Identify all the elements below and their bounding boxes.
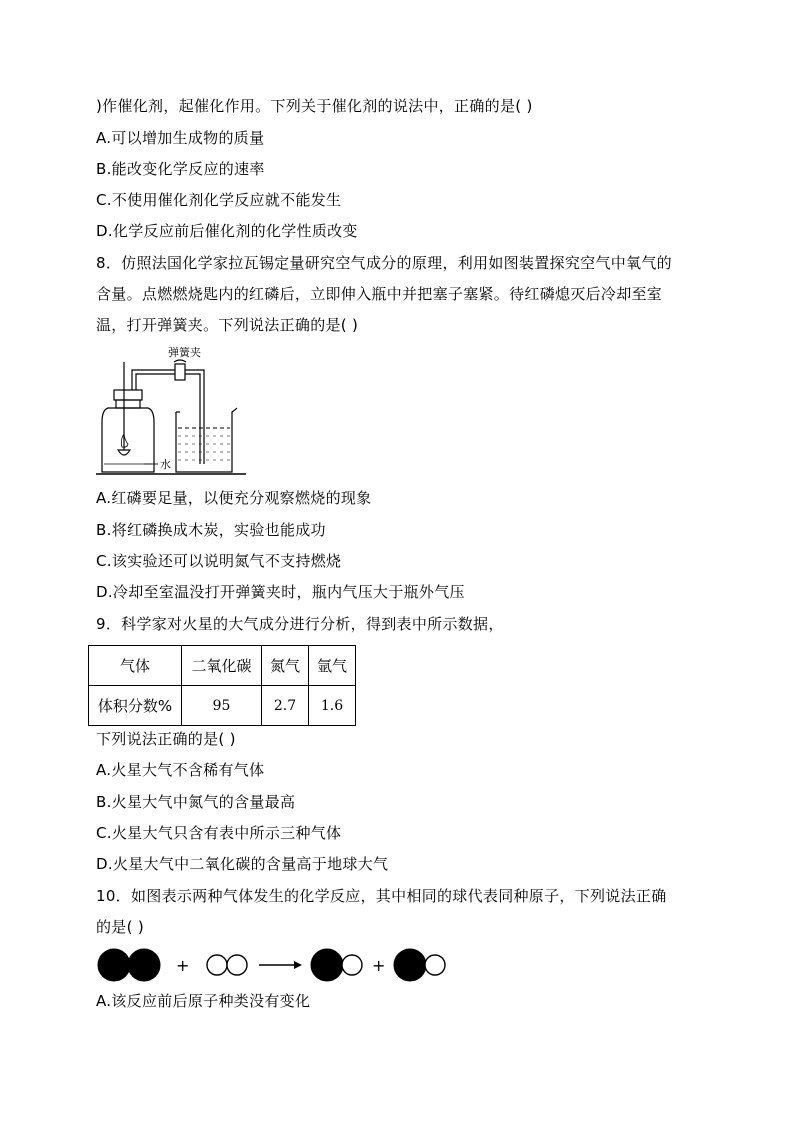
q7-stem: )作催化剂，起催化作用。下列关于催化剂的说法中，正确的是( ) — [96, 97, 533, 115]
q8-option-b: B.将红磷换成木炭，实验也能成功 — [96, 521, 326, 539]
apparatus-figure — [94, 340, 254, 480]
table-cell: 气体 — [89, 646, 182, 686]
q9-option-a: A.火星大气不含稀有气体 — [96, 761, 265, 779]
plus-sign: + — [372, 956, 386, 975]
mars-atmosphere-table — [88, 645, 356, 726]
q8-option-c: C.该实验还可以说明氮气不支持燃烧 — [96, 552, 342, 570]
q7-option-a: A.可以增加生成物的质量 — [96, 129, 265, 147]
product-molecule — [311, 949, 343, 981]
q9-option-c: C.火星大气只含有表中所示三种气体 — [96, 824, 342, 842]
table-cell: 二氧化碳 — [182, 646, 262, 686]
white-atom-molecule — [207, 955, 227, 975]
collection-bottle — [102, 408, 154, 472]
table-cell: 1.6 — [309, 686, 356, 726]
table-cell: 体积分数% — [89, 686, 182, 726]
connecting-tube — [132, 370, 204, 464]
q8-stem-line-3: 温，打开弹簧夹。下列说法正确的是( ) — [96, 316, 359, 334]
beaker — [176, 408, 237, 472]
q9-question: 下列说法正确的是( ) — [96, 730, 236, 748]
product-molecule — [394, 949, 426, 981]
table-cell: 氩气 — [309, 646, 356, 686]
clamp-label: 弹簧夹 — [168, 346, 201, 359]
table-cell: 2.7 — [262, 686, 309, 726]
q10-option-a: A.该反应前后原子种类没有变化 — [96, 992, 311, 1010]
stopper — [114, 390, 142, 400]
table-cell: 95 — [182, 686, 262, 726]
flame — [121, 434, 128, 447]
q10-stem-line-1: 10．如图表示两种气体发生的化学反应，其中相同的球代表同种原子，下列说法正确 — [96, 887, 667, 905]
water-label: 水 — [160, 458, 171, 471]
plus-sign: + — [176, 956, 190, 975]
table-header-row — [89, 646, 356, 686]
table-cell: 氮气 — [262, 646, 309, 686]
q7-option-d: D.化学反应前后催化剂的化学性质改变 — [96, 222, 358, 240]
q7-option-b: B.能改变化学反应的速率 — [96, 160, 265, 178]
q8-stem-line-1: 8．仿照法国化学家拉瓦锡定量研究空气成分的原理，利用如图装置探究空气中氧气的 — [96, 254, 672, 272]
table-row — [89, 686, 356, 726]
q8-stem-line-2: 含量。点燃燃烧匙内的红磷后，立即伸入瓶中并把塞子塞紧。待红磷熄灭后冷却至室 — [96, 285, 663, 303]
q9-option-d: D.火星大气中二氧化碳的含量高于地球大气 — [96, 855, 389, 873]
q7-option-c: C.不使用催化剂化学反应就不能发生 — [96, 191, 342, 209]
reaction-diagram — [96, 946, 456, 984]
q9-stem: 9．科学家对火星的大气成分进行分析，得到表中所示数据， — [96, 615, 504, 633]
black-atom-molecule — [98, 949, 130, 981]
q8-option-d: D.冷却至室温没打开弹簧夹时，瓶内气压大于瓶外气压 — [96, 583, 465, 601]
q9-option-b: B.火星大气中氮气的含量最高 — [96, 793, 296, 811]
spring-clamp — [175, 364, 185, 380]
q10-stem-line-2: 的是( ) — [96, 918, 144, 936]
q8-option-a: A.红磷要足量，以便充分观察燃烧的现象 — [96, 489, 372, 507]
